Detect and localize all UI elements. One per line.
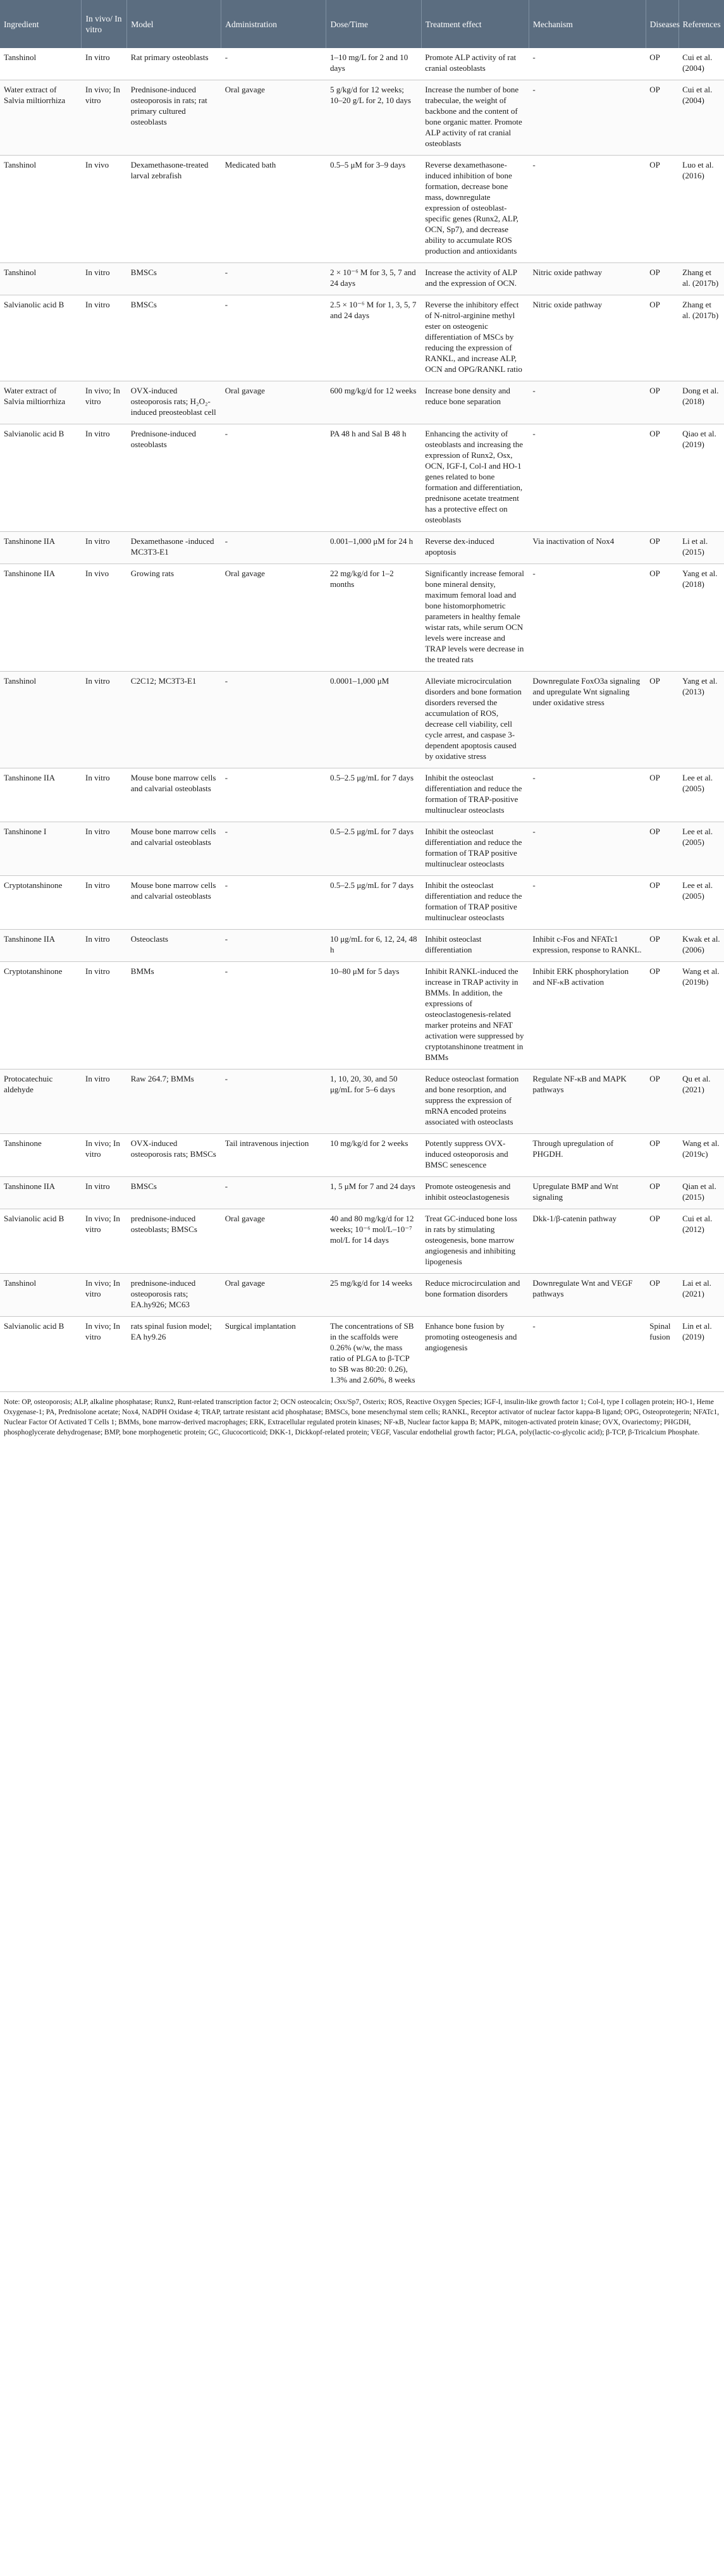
cell-administration: -: [221, 263, 326, 295]
table-row: [0, 1134, 724, 1177]
cell-diseases: OP: [646, 48, 678, 80]
cell-administration: -: [221, 822, 326, 876]
cell-mechanism: Upregulate BMP and Wnt signaling: [529, 1177, 646, 1209]
cell-mechanism: -: [529, 768, 646, 822]
cell-administration: -: [221, 48, 326, 80]
cell-references: Qiao et al. (2019): [678, 424, 724, 532]
cell-dose-time: 1–10 mg/L for 2 and 10 days: [326, 48, 421, 80]
header-ingredient: Ingredient: [0, 0, 82, 48]
header-references: References: [678, 0, 724, 48]
cell-treatment-effect: Inhibit the osteoclast differentiation and reduce the formation of TRAP positive multinuclear osteoclasts: [421, 876, 529, 930]
cell-diseases: OP: [646, 672, 678, 768]
cell-model: OVX-induced osteoporosis rats; H₂O₂-induced preosteoblast cell: [127, 381, 221, 424]
cell-administration: -: [221, 1069, 326, 1134]
cell-administration: -: [221, 424, 326, 532]
cell-ingredient: Tanshinone: [0, 1134, 82, 1177]
cell-model: BMMs: [127, 962, 221, 1069]
cell-study-type: In vitro: [82, 263, 127, 295]
table-row: [0, 822, 724, 876]
table-row: [0, 1069, 724, 1134]
cell-study-type: In vivo; In vitro: [82, 381, 127, 424]
cell-diseases: Spinal fusion: [646, 1317, 678, 1392]
cell-dose-time: 5 g/kg/d for 12 weeks; 10–20 g/L for 2, 10 days: [326, 80, 421, 156]
cell-treatment-effect: Inhibit the osteoclast differentiation and reduce the formation of TRAP positive multinuclear osteoclasts: [421, 822, 529, 876]
table-row: [0, 1274, 724, 1317]
cell-treatment-effect: Potently suppress OVX-induced osteoporosis and BMSC senescence: [421, 1134, 529, 1177]
cell-dose-time: 0.5–2.5 μg/mL for 7 days: [326, 822, 421, 876]
table-row: [0, 962, 724, 1069]
cell-model: Dexamethasone -induced MC3T3-E1: [127, 532, 221, 564]
table-row: [0, 48, 724, 80]
cell-references: Wang et al. (2019b): [678, 962, 724, 1069]
cell-administration: -: [221, 768, 326, 822]
cell-model: Mouse bone marrow cells and calvarial osteoblasts: [127, 876, 221, 930]
cell-references: Kwak et al. (2006): [678, 930, 724, 962]
cell-dose-time: 10 μg/mL for 6, 12, 24, 48 h: [326, 930, 421, 962]
table-row: [0, 156, 724, 263]
cell-references: Yang et al. (2013): [678, 672, 724, 768]
cell-dose-time: 1, 5 μM for 7 and 24 days: [326, 1177, 421, 1209]
cell-references: Li et al. (2015): [678, 532, 724, 564]
cell-dose-time: 10–80 μM for 5 days: [326, 962, 421, 1069]
cell-dose-time: 0.5–2.5 μg/mL for 7 days: [326, 876, 421, 930]
table-row: [0, 768, 724, 822]
cell-references: Lai et al. (2021): [678, 1274, 724, 1317]
cell-dose-time: 40 and 80 mg/kg/d for 12 weeks; 10⁻⁶ mol/L–10⁻⁷ mol/L for 14 days: [326, 1209, 421, 1274]
cell-references: Qu et al. (2021): [678, 1069, 724, 1134]
cell-ingredient: Protocatechuic aldehyde: [0, 1069, 82, 1134]
cell-model: Rat primary osteoblasts: [127, 48, 221, 80]
table-row: [0, 80, 724, 156]
cell-study-type: In vitro: [82, 424, 127, 532]
cell-administration: -: [221, 962, 326, 1069]
cell-diseases: OP: [646, 876, 678, 930]
cell-diseases: OP: [646, 381, 678, 424]
cell-study-type: In vivo; In vitro: [82, 1209, 127, 1274]
cell-treatment-effect: Inhibit RANKL-induced the increase in TRAP activity in BMMs. In addition, the expressions of osteoclastogenesis-related marker proteins and NFAT activation were suppressed by cryptotanshinone treatment in BMMs: [421, 962, 529, 1069]
cell-mechanism: -: [529, 48, 646, 80]
cell-study-type: In vitro: [82, 930, 127, 962]
header-row: [0, 0, 724, 48]
table-row: [0, 876, 724, 930]
cell-mechanism: -: [529, 876, 646, 930]
cell-mechanism: -: [529, 1317, 646, 1392]
cell-dose-time: The concentrations of SB in the scaffolds were 0.26% (w/w, the mass ratio of PLGA to β-TCP to SB was 80:20: 0.26), 1.3% and 2.60%, 8 weeks: [326, 1317, 421, 1392]
header-treatment-effect: Treatment effect: [421, 0, 529, 48]
cell-diseases: OP: [646, 1177, 678, 1209]
cell-dose-time: 2.5 × 10⁻⁶ M for 1, 3, 5, 7 and 24 days: [326, 295, 421, 381]
cell-diseases: OP: [646, 263, 678, 295]
cell-diseases: OP: [646, 822, 678, 876]
cell-diseases: OP: [646, 564, 678, 672]
table-body: [0, 48, 724, 1392]
cell-diseases: OP: [646, 1069, 678, 1134]
cell-references: Yang et al. (2018): [678, 564, 724, 672]
cell-ingredient: Tanshinol: [0, 156, 82, 263]
cell-treatment-effect: Increase the activity of ALP and the expression of OCN.: [421, 263, 529, 295]
table-header: [0, 0, 724, 48]
cell-model: prednisone-induced osteoporosis rats; EA.hy926; MC63: [127, 1274, 221, 1317]
cell-diseases: OP: [646, 156, 678, 263]
cell-ingredient: Water extract of Salvia miltiorrhiza: [0, 80, 82, 156]
cell-ingredient: Tanshinone IIA: [0, 930, 82, 962]
cell-administration: Medicated bath: [221, 156, 326, 263]
table-row: [0, 532, 724, 564]
cell-study-type: In vitro: [82, 768, 127, 822]
cell-ingredient: Cryptotanshinone: [0, 876, 82, 930]
cell-study-type: In vitro: [82, 962, 127, 1069]
cell-mechanism: Downregulate Wnt and VEGF pathways: [529, 1274, 646, 1317]
cell-model: rats spinal fusion model; EA hy9.26: [127, 1317, 221, 1392]
cell-mechanism: Through upregulation of PHGDH.: [529, 1134, 646, 1177]
cell-references: Cui et al. (2004): [678, 80, 724, 156]
cell-study-type: In vitro: [82, 295, 127, 381]
cell-diseases: OP: [646, 532, 678, 564]
cell-diseases: OP: [646, 930, 678, 962]
cell-mechanism: Downregulate FoxO3a signaling and upregulate Wnt signaling under oxidative stress: [529, 672, 646, 768]
cell-dose-time: 22 mg/kg/d for 1–2 months: [326, 564, 421, 672]
cell-treatment-effect: Increase the number of bone trabeculae, the weight of backbone and the content of bone organic matter. Promote ALP activity of rat cranial osteoblasts: [421, 80, 529, 156]
cell-dose-time: 0.0001–1,000 μM: [326, 672, 421, 768]
cell-treatment-effect: Enhance bone fusion by promoting osteogenesis and angiogenesis: [421, 1317, 529, 1392]
cell-ingredient: Tanshinone IIA: [0, 1177, 82, 1209]
cell-references: Luo et al. (2016): [678, 156, 724, 263]
cell-model: Prednisone-induced osteoblasts: [127, 424, 221, 532]
cell-ingredient: Tanshinone IIA: [0, 532, 82, 564]
cell-ingredient: Salvianolic acid B: [0, 1317, 82, 1392]
cell-model: C2C12; MC3T3-E1: [127, 672, 221, 768]
cell-model: Osteoclasts: [127, 930, 221, 962]
table-row: [0, 1209, 724, 1274]
cell-ingredient: Tanshinol: [0, 48, 82, 80]
cell-diseases: OP: [646, 80, 678, 156]
cell-ingredient: Tanshinol: [0, 263, 82, 295]
cell-study-type: In vivo; In vitro: [82, 1317, 127, 1392]
cell-references: Cui et al. (2004): [678, 48, 724, 80]
cell-mechanism: Regulate NF-κB and MAPK pathways: [529, 1069, 646, 1134]
cell-ingredient: Tanshinone I: [0, 822, 82, 876]
cell-dose-time: 0.001–1,000 μM for 24 h: [326, 532, 421, 564]
cell-diseases: OP: [646, 424, 678, 532]
cell-mechanism: -: [529, 381, 646, 424]
table-row: [0, 263, 724, 295]
cell-ingredient: Tanshinol: [0, 672, 82, 768]
cell-ingredient: Cryptotanshinone: [0, 962, 82, 1069]
cell-model: BMSCs: [127, 263, 221, 295]
cell-model: BMSCs: [127, 1177, 221, 1209]
cell-references: Cui et al. (2012): [678, 1209, 724, 1274]
cell-ingredient: Tanshinone IIA: [0, 768, 82, 822]
header-model: Model: [127, 0, 221, 48]
cell-administration: Oral gavage: [221, 1274, 326, 1317]
table-row: [0, 564, 724, 672]
cell-administration: Surgical implantation: [221, 1317, 326, 1392]
cell-diseases: OP: [646, 1134, 678, 1177]
cell-treatment-effect: Reduce microcirculation and bone formation disorders: [421, 1274, 529, 1317]
table-row: [0, 381, 724, 424]
cell-study-type: In vivo; In vitro: [82, 1274, 127, 1317]
cell-ingredient: Salvianolic acid B: [0, 1209, 82, 1274]
table-row: [0, 295, 724, 381]
cell-study-type: In vitro: [82, 1069, 127, 1134]
cell-study-type: In vivo; In vitro: [82, 1134, 127, 1177]
cell-treatment-effect: Promote ALP activity of rat cranial osteoblasts: [421, 48, 529, 80]
cell-treatment-effect: Reverse dex-induced apoptosis: [421, 532, 529, 564]
cell-diseases: OP: [646, 768, 678, 822]
cell-model: BMSCs: [127, 295, 221, 381]
cell-study-type: In vitro: [82, 48, 127, 80]
cell-dose-time: PA 48 h and Sal B 48 h: [326, 424, 421, 532]
cell-references: Lee et al. (2005): [678, 822, 724, 876]
cell-references: Lee et al. (2005): [678, 768, 724, 822]
cell-references: Lin et al. (2019): [678, 1317, 724, 1392]
cell-model: Growing rats: [127, 564, 221, 672]
cell-administration: -: [221, 295, 326, 381]
cell-model: Raw 264.7; BMMs: [127, 1069, 221, 1134]
cell-dose-time: 2 × 10⁻⁶ M for 3, 5, 7 and 24 days: [326, 263, 421, 295]
cell-study-type: In vitro: [82, 532, 127, 564]
cell-mechanism: Nitric oxide pathway: [529, 295, 646, 381]
cell-mechanism: -: [529, 80, 646, 156]
cell-administration: -: [221, 930, 326, 962]
cell-administration: Oral gavage: [221, 80, 326, 156]
cell-treatment-effect: Inhibit the osteoclast differentiation and reduce the formation of TRAP-positive multinuclear osteoclasts: [421, 768, 529, 822]
cell-mechanism: Inhibit c-Fos and NFATc1 expression, response to RANKL.: [529, 930, 646, 962]
cell-dose-time: 25 mg/kg/d for 14 weeks: [326, 1274, 421, 1317]
cell-diseases: OP: [646, 962, 678, 1069]
cell-dose-time: 1, 10, 20, 30, and 50 μg/mL for 5–6 days: [326, 1069, 421, 1134]
table-footnote: Note: OP, osteoporosis; ALP, alkaline phosphatase; Runx2, Runt-related transcription factor 2; OCN osteocalcin; Osx/Sp7, Osterix; ROS, Reactive Oxygen Species; IGF-I, insulin-like growth factor 1; Col-I, type I collagen protein; HO-1, Heme Oxygenase-1; PA, Prednisolone acetate; Nox4, NADPH Oxidase 4; TRAP, tartrate resistant acid phosphatase; BMSCs, bone mesenchymal stem cells; RANKL, Receptor activator of nuclear factor kappa-B ligand; OPG, Osteoprotegerin; NFATc1, Nuclear Factor Of Activated T Cells 1; BMMs, bone marrow-derived macrophages; ERK, Extracellular regulated protein kinases; NF-κB, Nuclear factor kappa B; MAPK, mitogen-activated protein kinase; OVX, Ovariectomy; PHGDH, phosphoglycerate dehydrogenase; BMP, bone morphogenetic protein; GC, Glucocorticoid; DKK-1, Dickkopf-related protein; VEGF, Vascular endothelial growth factor; PLGA, poly(lactic-co-glycolic acid); β-TCP, β-Tricalcium Phosphate.: [4, 1398, 720, 1436]
cell-mechanism: -: [529, 822, 646, 876]
cell-treatment-effect: Significantly increase femoral bone mineral density, maximum femoral load and bone histomorphometric parameters in healthy female wistar rats, while serum OCN levels were increase and TRAP levels were decrease in the treated rats: [421, 564, 529, 672]
cell-treatment-effect: Reduce osteoclast formation and bone resorption, and suppress the expression of mRNA encoded proteins associated with osteoclasts: [421, 1069, 529, 1134]
header-administration: Administration: [221, 0, 326, 48]
cell-administration: -: [221, 532, 326, 564]
cell-references: Wang et al. (2019c): [678, 1134, 724, 1177]
cell-diseases: OP: [646, 295, 678, 381]
cell-treatment-effect: Reverse dexamethasone-induced inhibition of bone formation, decrease bone mass, downregulate expression of osteoblast-specific genes (Runx2, ALP, OCN, Sp7), and decrease ability to accumulate ROS production and antioxidants: [421, 156, 529, 263]
cell-administration: Oral gavage: [221, 1209, 326, 1274]
cell-references: Qian et al. (2015): [678, 1177, 724, 1209]
cell-administration: -: [221, 672, 326, 768]
table-row: [0, 1317, 724, 1392]
cell-mechanism: -: [529, 424, 646, 532]
cell-study-type: In vitro: [82, 876, 127, 930]
cell-dose-time: 600 mg/kg/d for 12 weeks: [326, 381, 421, 424]
table-row: [0, 1177, 724, 1209]
cell-diseases: OP: [646, 1209, 678, 1274]
cell-study-type: In vivo: [82, 564, 127, 672]
cell-study-type: In vitro: [82, 672, 127, 768]
cell-study-type: In vivo; In vitro: [82, 80, 127, 156]
table-row: [0, 930, 724, 962]
cell-treatment-effect: Alleviate microcirculation disorders and bone formation disorders reversed the accumulation of ROS, decrease cell viability, cell cycle arrest, and caspase 3-dependent apoptosis caused by oxidative stress: [421, 672, 529, 768]
cell-references: Dong et al. (2018): [678, 381, 724, 424]
cell-ingredient: Tanshinone IIA: [0, 564, 82, 672]
cell-administration: Oral gavage: [221, 381, 326, 424]
cell-study-type: In vivo: [82, 156, 127, 263]
cell-treatment-effect: Promote osteogenesis and inhibit osteoclastogenesis: [421, 1177, 529, 1209]
cell-dose-time: 10 mg/kg/d for 2 weeks: [326, 1134, 421, 1177]
header-dose-time: Dose/Time: [326, 0, 421, 48]
cell-treatment-effect: Treat GC-induced bone loss in rats by stimulating osteogenesis, bone marrow angiogenesis and inhibiting lipogenesis: [421, 1209, 529, 1274]
cell-study-type: In vitro: [82, 822, 127, 876]
cell-study-type: In vitro: [82, 1177, 127, 1209]
cell-ingredient: Salvianolic acid B: [0, 295, 82, 381]
cell-dose-time: 0.5–2.5 μg/mL for 7 days: [326, 768, 421, 822]
cell-references: Lee et al. (2005): [678, 876, 724, 930]
cell-mechanism: Nitric oxide pathway: [529, 263, 646, 295]
cell-model: prednisone-induced osteoblasts; BMSCs: [127, 1209, 221, 1274]
cell-treatment-effect: Reverse the inhibitory effect of N-nitrol-arginine methyl ester on osteogenic differentiation of MSCs by reducing the expression of RANKL, and increase ALP, OCN and OPG/RANKL ratio: [421, 295, 529, 381]
cell-ingredient: Tanshinol: [0, 1274, 82, 1317]
cell-treatment-effect: Increase bone density and reduce bone separation: [421, 381, 529, 424]
table-row: [0, 672, 724, 768]
cell-mechanism: Inhibit ERK phosphorylation and NF-κB activation: [529, 962, 646, 1069]
cell-mechanism: -: [529, 564, 646, 672]
cell-mechanism: Via inactivation of Nox4: [529, 532, 646, 564]
header-mechanism: Mechanism: [529, 0, 646, 48]
cell-mechanism: -: [529, 156, 646, 263]
table-row: [0, 424, 724, 532]
cell-model: Mouse bone marrow cells and calvarial osteoblasts: [127, 768, 221, 822]
cell-model: Dexamethasone-treated larval zebrafish: [127, 156, 221, 263]
cell-model: Mouse bone marrow cells and calvarial osteoblasts: [127, 822, 221, 876]
cell-references: Zhang et al. (2017b): [678, 295, 724, 381]
cell-ingredient: Salvianolic acid B: [0, 424, 82, 532]
cell-treatment-effect: Inhibit osteoclast differentiation: [421, 930, 529, 962]
header-diseases: Diseases: [646, 0, 678, 48]
cell-administration: Tail intravenous injection: [221, 1134, 326, 1177]
cell-administration: Oral gavage: [221, 564, 326, 672]
cell-diseases: OP: [646, 1274, 678, 1317]
cell-model: OVX-induced osteoporosis rats; BMSCs: [127, 1134, 221, 1177]
cell-mechanism: Dkk-1/β-catenin pathway: [529, 1209, 646, 1274]
cell-dose-time: 0.5–5 μM for 3–9 days: [326, 156, 421, 263]
cell-administration: -: [221, 876, 326, 930]
header-in-vivo-in-vitro: In vivo/ In vitro: [82, 0, 127, 48]
cell-administration: -: [221, 1177, 326, 1209]
cell-model: Prednisone-induced osteoporosis in rats; rat primary cultured osteoblasts: [127, 80, 221, 156]
cell-references: Zhang et al. (2017b): [678, 263, 724, 295]
cell-ingredient: Water extract of Salvia miltiorrhiza: [0, 381, 82, 424]
cell-treatment-effect: Enhancing the activity of osteoblasts and increasing the expression of Runx2, Osx, OCN, IGF-I, Col-I and HO-1 genes related to bone formation and differentiation, prednisone acetate treatment has a protective effect on osteoblasts: [421, 424, 529, 532]
